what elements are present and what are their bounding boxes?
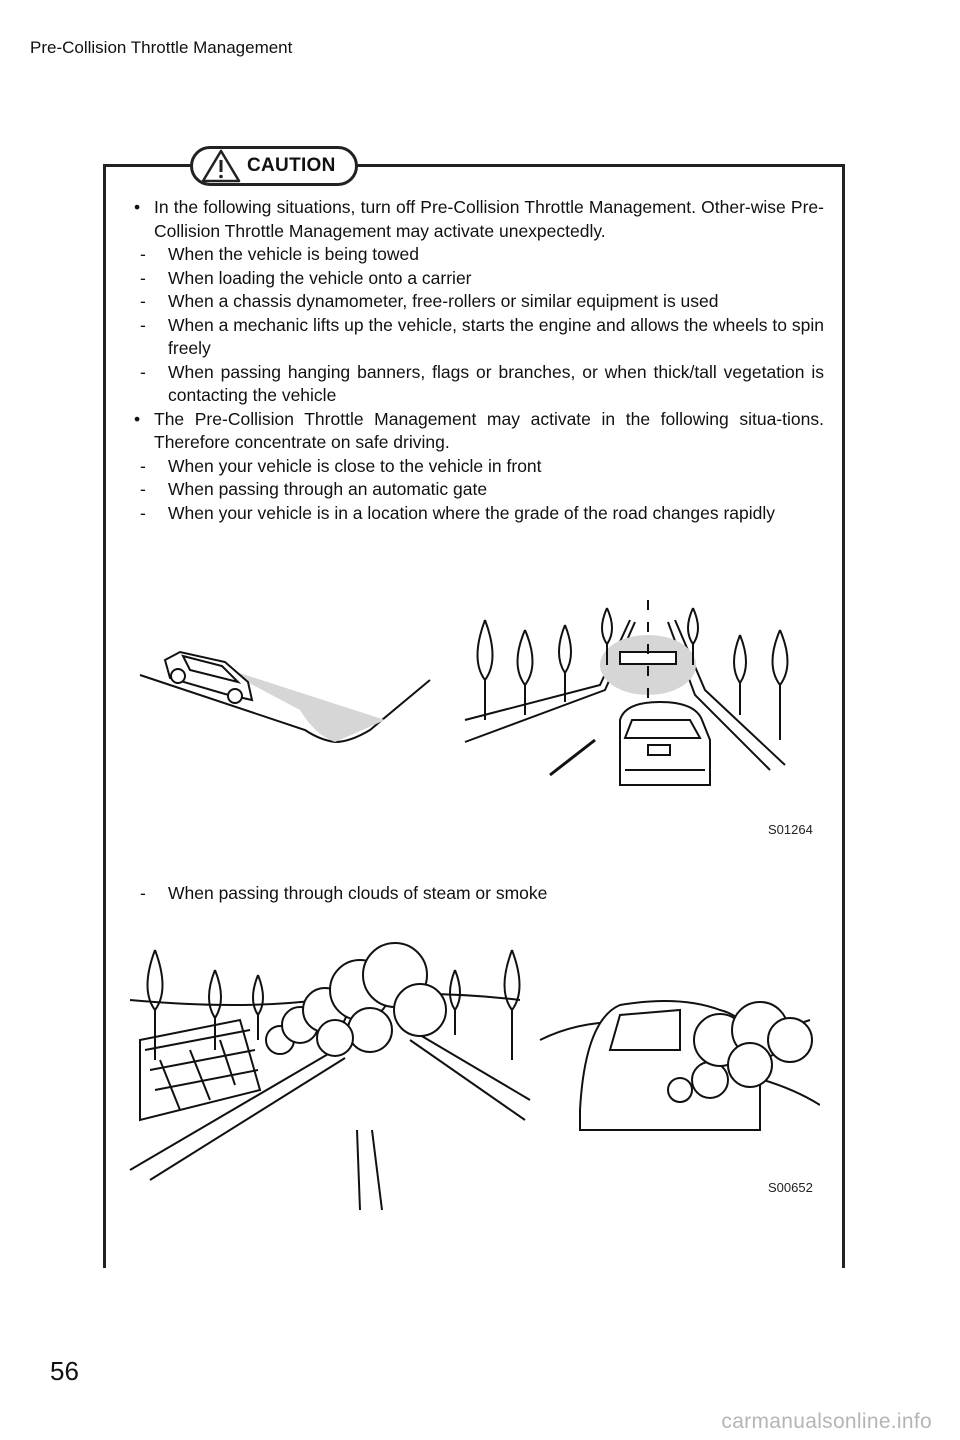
dash-item-text: When loading the vehicle onto a carrier xyxy=(168,267,472,288)
figure-code: S01264 xyxy=(768,822,813,837)
bullet-mark: • xyxy=(134,408,141,429)
caution-tab xyxy=(190,146,358,186)
dash-item: - When the vehicle is being towed xyxy=(140,243,824,267)
figure-steam-smoke xyxy=(120,930,820,1210)
warning-triangle-icon xyxy=(201,149,241,183)
dash-item-text: When your vehicle is in a location where the grade of the road changes rapidly xyxy=(168,502,776,523)
dash-item-text: When your vehicle is close to the vehicle in front xyxy=(168,455,542,476)
figure-code: S00652 xyxy=(768,1180,813,1195)
caution-frame-left xyxy=(103,164,106,1268)
car-exhaust-smoke-illustration xyxy=(540,1001,820,1130)
bullet-item xyxy=(132,408,824,455)
slope-car-illustration xyxy=(140,652,430,742)
dash-item: - When your vehicle is in a location where the grade of the road changes rapidly xyxy=(140,502,824,526)
caution-body-continued xyxy=(132,882,824,906)
dash-item: - When loading the vehicle onto a carrier xyxy=(140,267,824,291)
figure-grade-and-gate xyxy=(120,590,820,810)
dash-item: - When passing hanging banners, flags or branches, or when thick/tall vegetation is contacting the vehicle xyxy=(140,361,824,408)
dash-item-text: When a chassis dynamometer, free-rollers or similar equipment is used xyxy=(168,291,719,311)
bullet-mark: • xyxy=(134,197,141,217)
road-gate-illustration xyxy=(465,600,788,785)
caution-label: CAUTION xyxy=(247,155,336,176)
caution-frame-top-left xyxy=(103,164,195,167)
running-head: Pre-Collision Throttle Management xyxy=(30,38,293,57)
dash-item: - When passing through an automatic gate xyxy=(140,478,824,502)
dash-item: - When passing through clouds of steam or smoke xyxy=(140,882,824,906)
dash-item: - When a mechanic lifts up the vehicle, starts the engine and allows the wheels to spin freely xyxy=(140,314,824,361)
dash-item: - When a chassis dynamometer, free-rollers or similar equipment is used xyxy=(140,290,824,314)
caution-frame-right xyxy=(842,164,845,1268)
bullet-item xyxy=(132,196,824,243)
dash-item: - When your vehicle is close to the vehicle in front xyxy=(140,455,824,479)
dash-item-text: When a mechanic lifts up the vehicle, starts the engine and allows the wheels to spin freely xyxy=(168,314,824,358)
caution-body xyxy=(132,196,824,525)
bullet-text: The Pre-Collision Throttle Management may activate in the following situa-tions. Therefore concentrate on safe driving. xyxy=(154,408,824,452)
dash-item-text: When passing through an automatic gate xyxy=(168,479,488,499)
dash-item-text: When the vehicle is being towed xyxy=(168,244,419,264)
dash-item-text: When passing through clouds of steam or smoke xyxy=(168,883,548,903)
watermark: carmanualsonline.info xyxy=(721,1410,932,1433)
road-steam-illustration xyxy=(130,943,530,1210)
caution-frame-top-right xyxy=(355,164,845,167)
bullet-text: In the following situations, turn off Pre-Collision Throttle Management. Other-wise Pre-Collision Throttle Management may activate unexpectedly. xyxy=(154,197,824,241)
page-number: 56 xyxy=(50,1356,79,1386)
dash-item-text: When passing hanging banners, flags or branches, or when thick/tall vegetation is contacting the vehicle xyxy=(168,361,824,405)
